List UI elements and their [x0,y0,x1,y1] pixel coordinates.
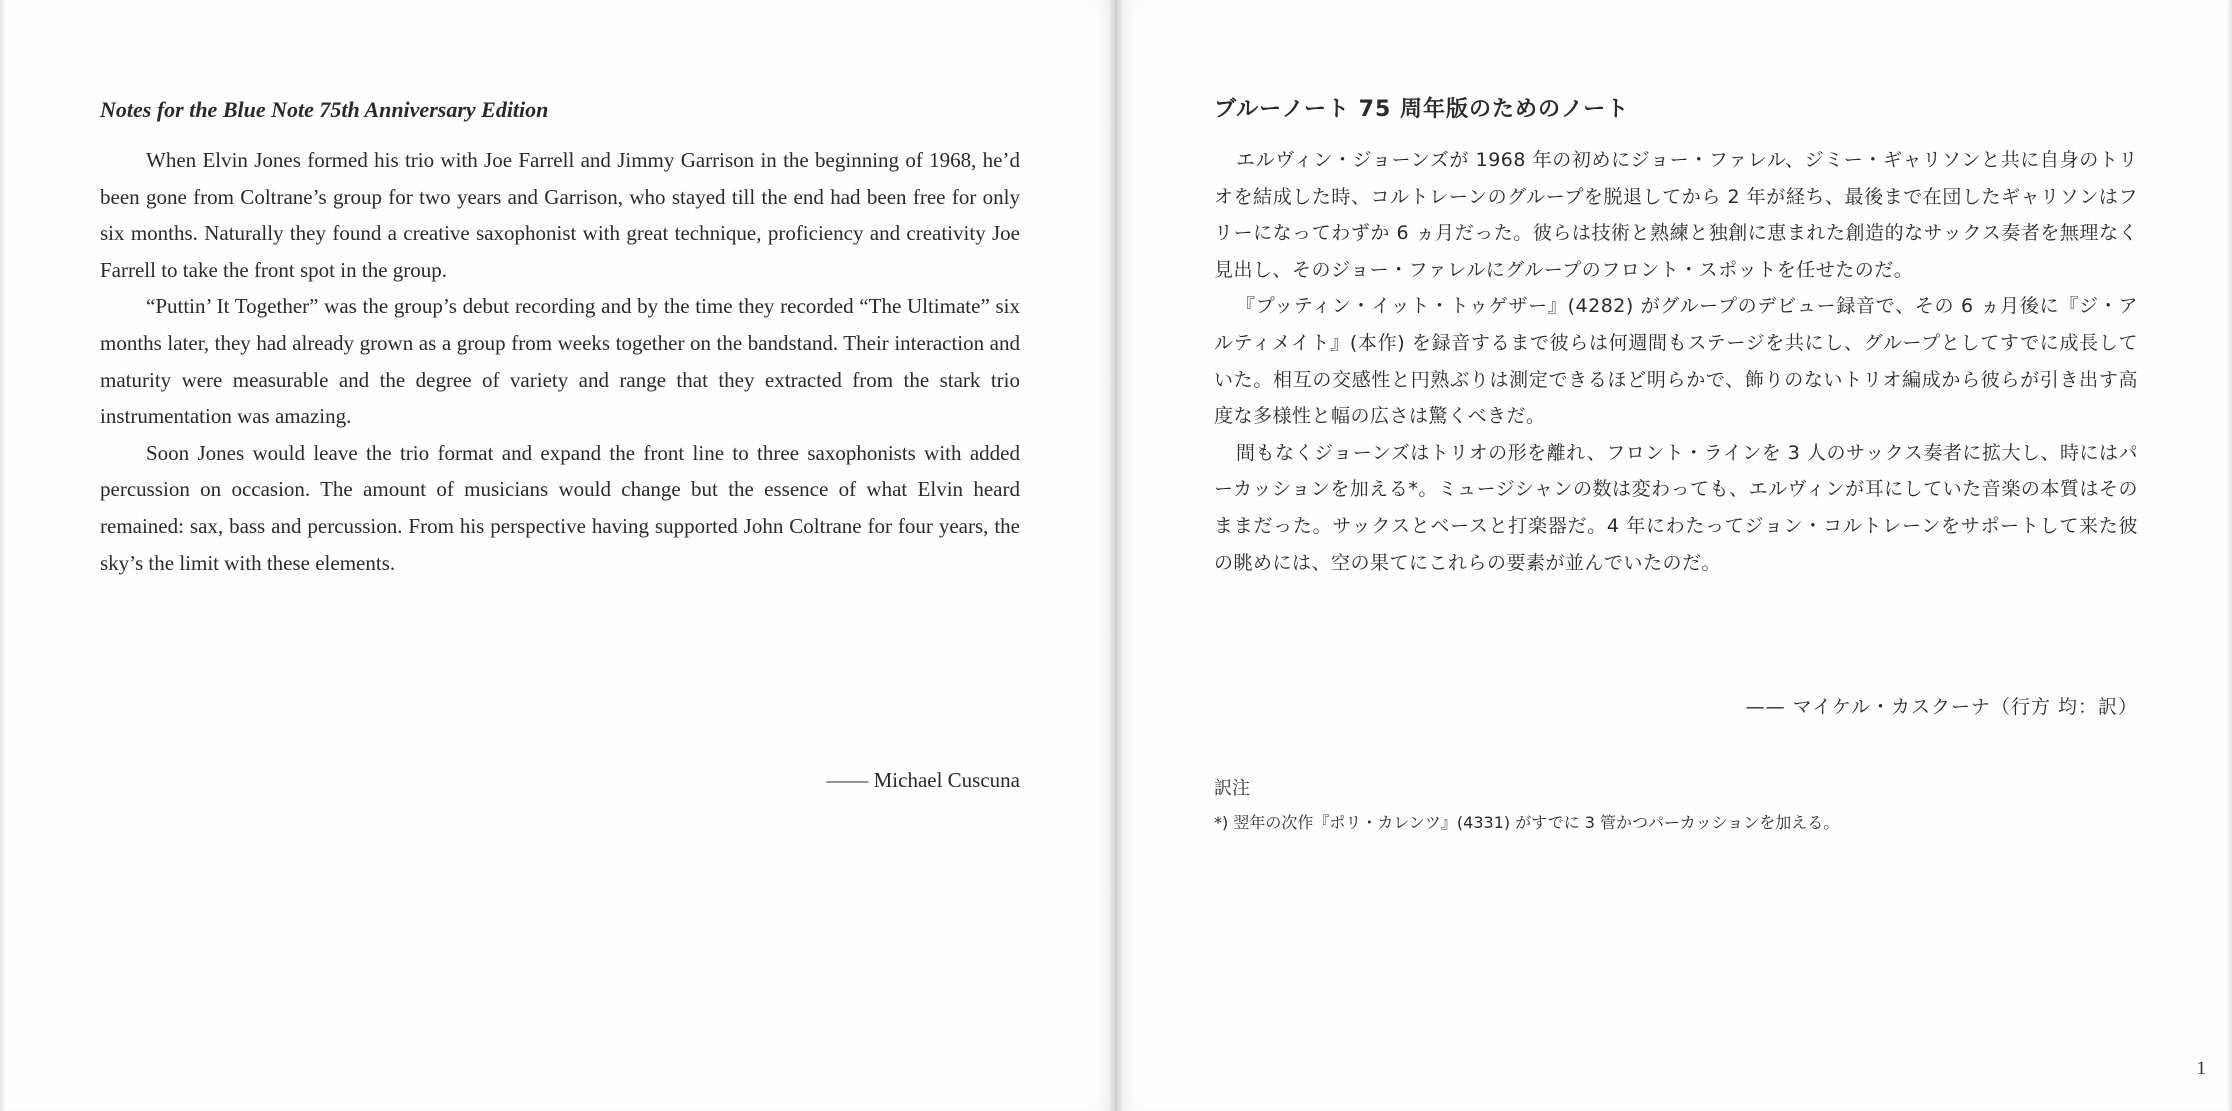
japanese-paragraph-2: 『プッティン・イット・トゥゲザー』(4282) がグループのデビュー録音で、その 6 ヵ月後に『ジ・アルティメイト』(本作) を録音するまで彼らは何週間もステージを共にし、グループとしてすでに成長していた。相互の交感性と円熟ぶりは測定できるほど明らかで、飾りのないトリオ編成から彼らが引き出す高度な多様性と幅の広さは驚くべきだ。 [1214,295,2138,428]
english-paragraph-2: “Puttin’ It Together” was the group’s debut recording and by the time they recorded “The Ultimate” six months later, they had already grown as a group from weeks together on the bandstand. Their interaction and maturity were measurable and the degree of variety and range that they extracted from the stark trio instrumentation was amazing. [100,294,1020,429]
english-paragraph-3: Soon Jones would leave the trio format and expand the front line to three saxophonists with added percussion on occasion. The amount of musicians would change but the essence of what Elvin heard remained: sax, bass and percussion. From his perspective having supported John Coltrane for four years, the sky’s the limit with these elements. [100,440,1020,575]
translator-notes [1214,774,1839,836]
english-signature: —— Michael Cuscuna [826,768,1020,792]
translator-notes-heading: 訳注 [1214,778,1250,799]
right-page [1122,0,2232,1111]
page-edge [2227,0,2232,1111]
english-notes [100,92,1020,581]
book-gutter [1110,0,1122,1111]
japanese-paragraph-3: 間もなくジョーンズはトリオの形を離れ、フロント・ラインを 3 人のサックス奏者に拡大し、時にはパーカッションを加える*。ミュージシャンの数は変わっても、エルヴィンが耳にしていた音楽の本質はそのままだった。サックスとベースと打楽器だ。4 年にわたってジョン・コルトレーンをサポートして来た彼の眺めには、空の果てにこれらの要素が並んでいたのだ。 [1214,441,2138,574]
page-number: 1 [2196,1058,2206,1079]
left-page [0,0,1110,1111]
english-paragraph-1: When Elvin Jones formed his trio with Joe Farrell and Jimmy Garrison in the beginning of 1968, he’d been gone from Coltrane’s group for two years and Garrison, who stayed till the end had been free for only six months. Naturally they found a creative saxophonist with great technique, proficiency and creativity Joe Farrell to take the front spot in the group. [100,148,1020,282]
japanese-notes [1214,92,2138,581]
japanese-signature: —— マイケル・カスクーナ（行方 均：訳） [1745,696,2138,718]
translator-note-item: *) 翌年の次作『ポリ・カレンツ』(4331) がすでに 3 管かつパーカッションを加える。 [1214,813,1840,832]
english-title: Notes for the Blue Note 75th Anniversary Edition [100,97,549,122]
japanese-paragraph-1: エルヴィン・ジョーンズが 1968 年の初めにジョー・ファレル、ジミー・ギャリソンと共に自身のトリオを結成した時、コルトレーンのグループを脱退してから 2 年が経ち、最後まで在団したギャリソンはフリーになってわずか 6 ヵ月だった。彼らは技術と熟練と独創に恵まれた創造的なサックス奏者を無理なく見出し、そのジョー・ファレルにグループのフロント・スポットを任せたのだ。 [1214,149,2138,281]
page-edge [0,0,5,1111]
japanese-title: ブルーノート 75 周年版のためのノート [1214,97,1630,122]
